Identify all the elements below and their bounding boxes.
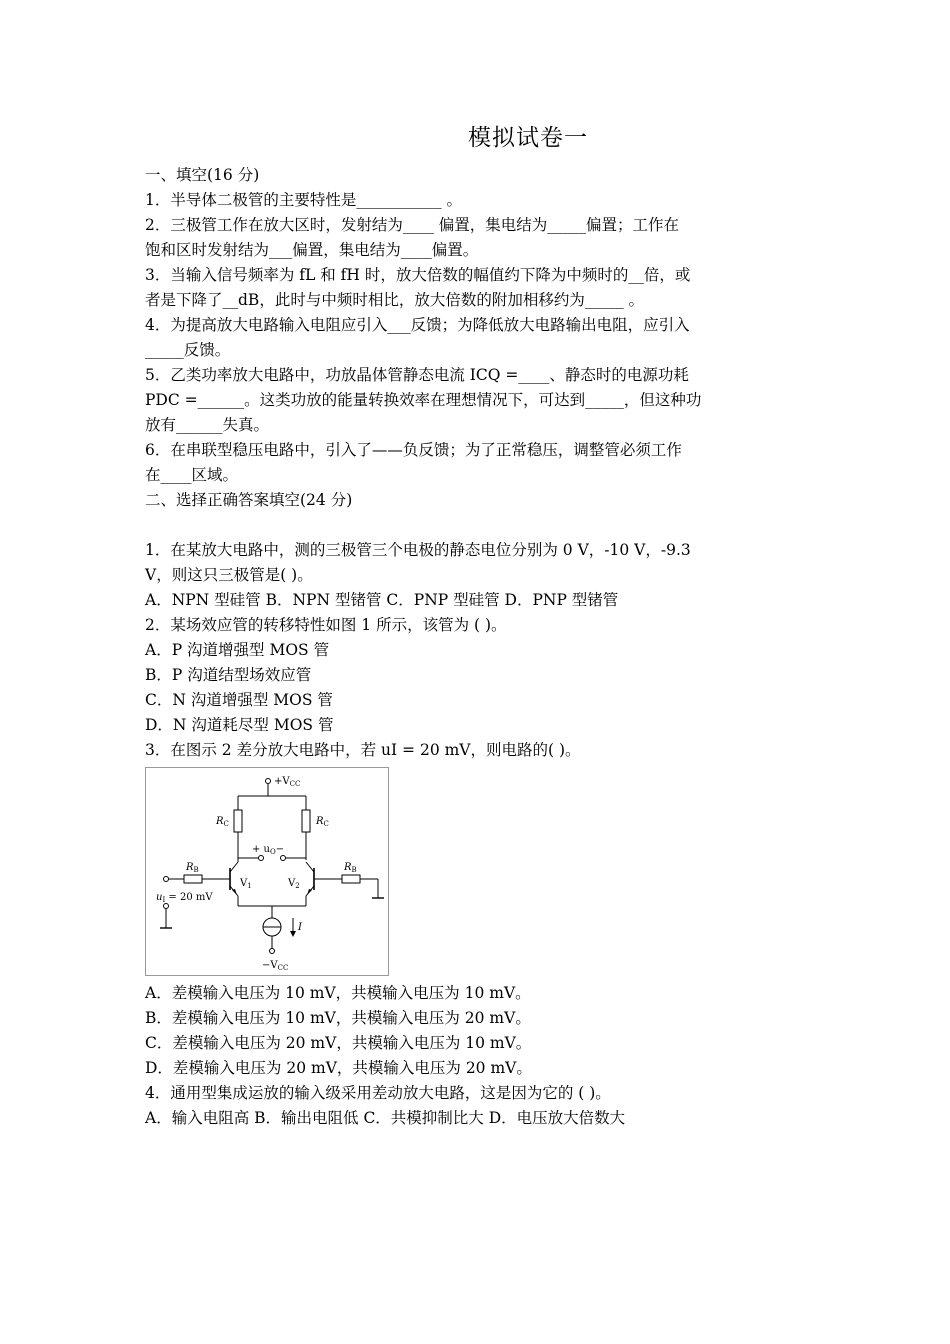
question-line: V，则这只三极管是( )。 <box>145 566 313 584</box>
question-line: 放有______失真。 <box>145 416 270 434</box>
option-line: A．P 沟道增强型 MOS 管 <box>145 641 330 659</box>
differential-amplifier-figure <box>145 767 389 976</box>
output-terminal-icon <box>259 856 264 861</box>
option-line: A．NPN 型硅管 B．NPN 型锗管 C．PNP 型硅管 D．PNP 型锗管 <box>145 591 619 609</box>
rb-right-resistor <box>342 875 360 883</box>
svg-text:RB: $R_B$ <box>186 862 199 874</box>
question-line: _____反馈。 <box>145 341 231 359</box>
question-line: 1．在某放大电路中，测的三极管三个电极的静态电位分别为 0 V，-10 V，-9.3 <box>145 541 691 559</box>
question-line: 2．三极管工作在放大区时，发射结为____ 偏置，集电结为_____偏置；工作在 <box>145 216 680 234</box>
rb-left-resistor <box>184 875 202 883</box>
emitter-arrow-icon <box>307 889 312 895</box>
question-line: PDC =______。这类功放的能量转换效率在理想情况下，可达到_____，但这种功 <box>145 391 702 409</box>
arrow-head-icon <box>290 931 296 937</box>
question-line: 饱和区时发射结为___偏置，集电结为____偏置。 <box>145 241 479 259</box>
question-line: 2．某场效应管的转移特性如图 1 所示，该管为 ( )。 <box>145 616 507 634</box>
option-line: D．差模输入电压为 20 mV，共模输入电压为 20 mV。 <box>145 1059 532 1077</box>
question-line: 1．半导体二极管的主要特性是___________ 。 <box>145 191 463 209</box>
question-line: 3．当输入信号频率为 fL 和 fH 时，放大倍数的幅值约下降为中频时的__倍，或 <box>145 266 691 284</box>
option-line: A．输入电阻高 B．输出电阻低 C．共模抑制比大 D．电压放大倍数大 <box>145 1109 626 1127</box>
question-line: 5．乙类功率放大电路中，功放晶体管静态电流 ICQ =____、静态时的电源功耗 <box>145 366 689 384</box>
question-line: 者是下降了__dB，此时与中频时相比，放大倍数的附加相移约为_____ 。 <box>145 291 644 309</box>
svg-text:RC: $R_C$ <box>216 816 229 828</box>
option-line: B．差模输入电压为 10 mV，共模输入电压为 20 mV。 <box>145 1009 531 1027</box>
rc-right-resistor <box>302 810 310 832</box>
option-line: A．差模输入电压为 10 mV，共模输入电压为 10 mV。 <box>145 984 531 1002</box>
option-line: C．N 沟道增强型 MOS 管 <box>145 691 333 709</box>
svg-text:−VCC: $-V_{CC}$ <box>262 960 289 972</box>
svg-text:V2: $V_2$ <box>288 878 300 890</box>
svg-text:I: I <box>298 922 302 933</box>
rc-left-resistor <box>234 810 242 832</box>
question-line: 3．在图示 2 差分放大电路中，若 uI = 20 mV，则电路的( )。 <box>145 741 581 759</box>
option-line: B．P 沟道结型场效应管 <box>145 666 312 684</box>
blank-spacer <box>145 513 807 538</box>
question-line: 在____区域。 <box>145 466 239 484</box>
vee-terminal-icon <box>270 949 275 954</box>
question-line: 4．通用型集成运放的输入级采用差动放大电路，这是因为它的 ( )。 <box>145 1084 611 1102</box>
emitter-arrow-icon <box>232 889 237 895</box>
svg-text:+VCC: $+V_{CC}$ <box>274 776 301 788</box>
svg-text:V1: $V_1$ <box>240 878 252 890</box>
section-1-heading: 一、填空(16 分) <box>145 166 260 184</box>
vcc-terminal-icon <box>266 779 271 784</box>
input-terminal-icon <box>164 877 169 882</box>
question-line: 4．为提高放大电路输入电阻应引入___反馈；为降低放大电路输出电阻，应引入 <box>145 316 690 334</box>
input-terminal-icon <box>164 904 169 909</box>
svg-text:RB: $R_B$ <box>344 862 357 874</box>
page-title: 模拟试卷一 <box>468 125 588 151</box>
option-line: D．N 沟道耗尽型 MOS 管 <box>145 716 334 734</box>
section-2-heading: 二、选择正确答案填空(24 分) <box>145 491 353 509</box>
svg-text:+ uO−: + $u_O-$ <box>252 844 285 856</box>
document-body <box>145 163 807 1131</box>
output-terminal-icon <box>281 856 286 861</box>
circuit-diagram <box>146 768 388 975</box>
svg-text:RC: $R_C$ <box>316 816 329 828</box>
option-line: C．差模输入电压为 20 mV，共模输入电压为 10 mV。 <box>145 1034 532 1052</box>
svg-text:uI = 20 mV: $u_I = 20$ mV <box>156 892 213 904</box>
question-line: 6．在串联型稳压电路中，引入了——负反馈；为了正常稳压，调整管必须工作 <box>145 441 682 459</box>
